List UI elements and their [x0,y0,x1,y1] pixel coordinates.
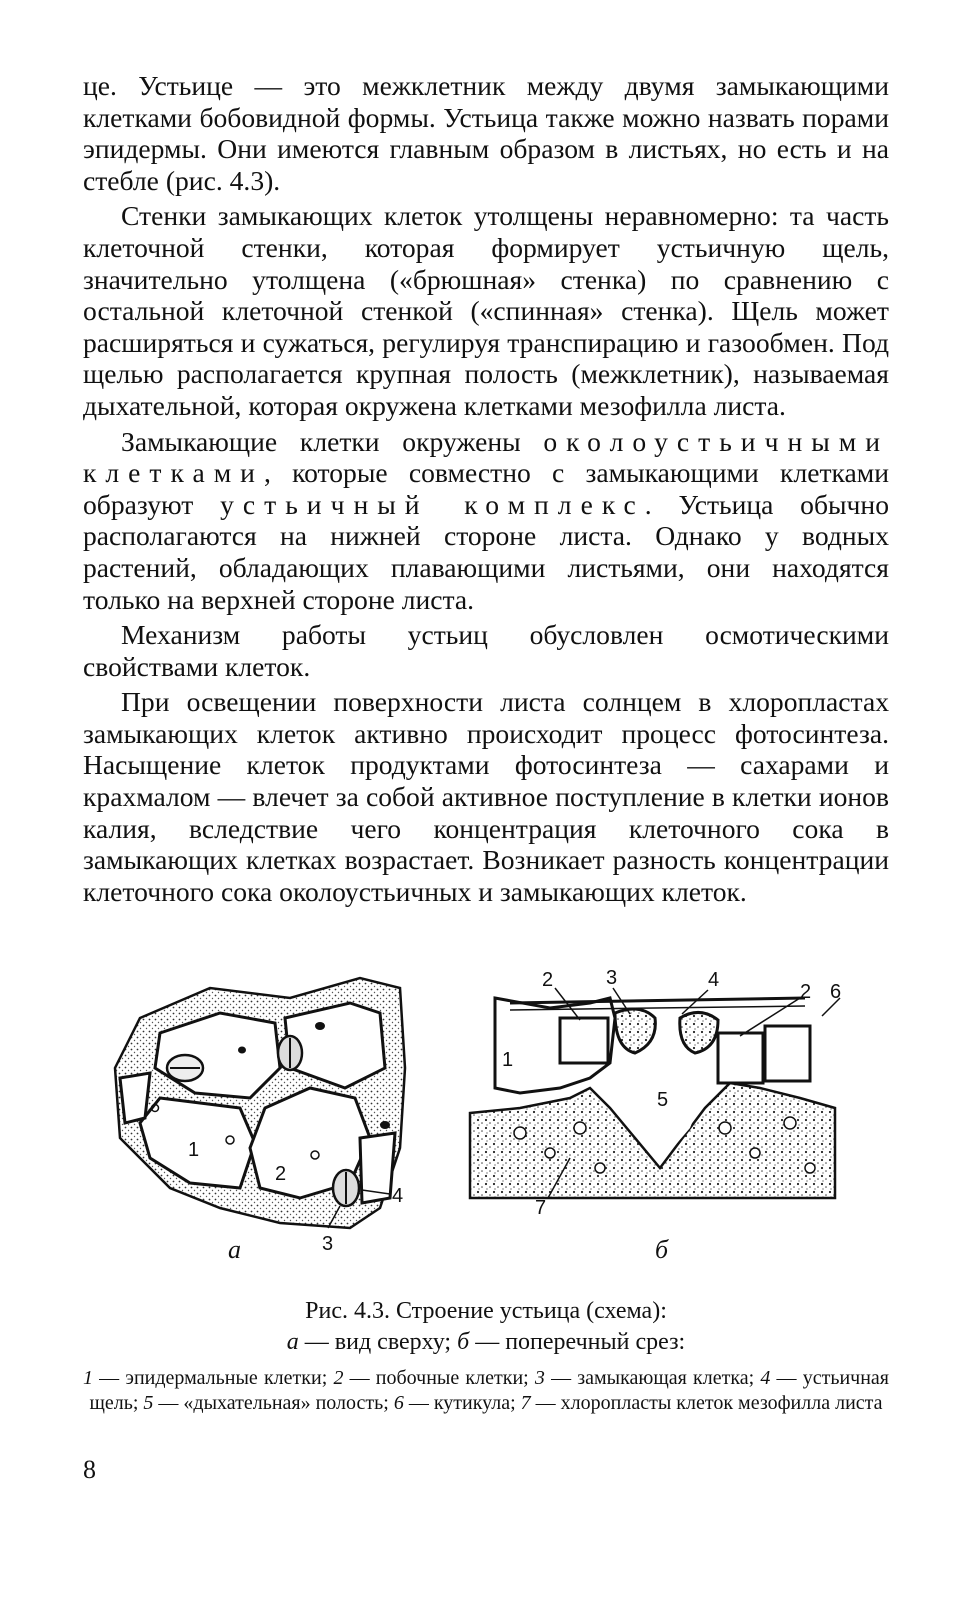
figure-stoma [100,958,890,1278]
caption-subtitle [83,1327,889,1358]
panel-a-top-view [115,978,405,1264]
paragraph-4: Механизм работы устьиц обусловлен осмотическими свойствами клеток. [83,619,889,682]
panel-b-label-5: 5 [657,1089,669,1111]
legend-text-3: — замыкающая клетка; [544,1367,761,1389]
legend-num-5: 5 [143,1392,154,1414]
paragraph-3-text-2: , которые совместно с замыкающими клетками образуют [83,457,889,520]
page-number: 8 [83,1455,96,1484]
panel-b-label-6: 6 [830,981,842,1003]
guard-cell-left [615,1009,655,1053]
figure-legend [83,1366,889,1416]
legend-num-1: 1 [83,1367,93,1389]
stoma-illustration [100,958,890,1278]
body-text [83,70,889,907]
panel-b-label-2b: 2 [800,981,812,1003]
legend-num-6: 6 [393,1392,404,1414]
panel-a-label-1: 1 [188,1139,200,1161]
caption-key-a: а [286,1329,299,1355]
paragraph-2: Стенки замыкающих клеток утолщены неравномерно: та часть клеточной стенки, которая формирует устьичную щель, значительно утолщена («брюшная» стенка) по сравнению с остальной клеточной стенкой («спинная» стенка). Щель может расширяться и сужаться, регулируя транспирацию и газообмен. Под щелью располагается крупная полость (межклетник), называемая дыхательной, которая окружена клетками мезофилла листа. [83,200,889,421]
legend-text-2: — побочные клетки; [343,1367,535,1389]
paragraph-3 [83,426,889,616]
legend-text-7: — хлоропласты клеток мезофилла листа [530,1392,883,1414]
panel-a-label-3: 3 [322,1233,334,1255]
panel-a-letter: а [228,1235,241,1264]
panel-b-label-3: 3 [606,967,618,989]
legend-text-5: — «дыхательная» полость; [153,1392,394,1414]
legend-text-6: — кутикула; [403,1392,521,1414]
paragraph-3-text-3: . Устьица обычно располагаются на нижней стороне листа. Однако у водных растений, обладающих плавающими листьями, они находятся только на верхней стороне листа. [83,488,889,615]
guard-cell-right [680,1012,718,1053]
subsidiary-cell-right [718,1033,763,1083]
subsidiary-cell-left [560,1018,608,1063]
figure-caption [83,1296,889,1358]
legend-text-4: — устьичная щель; [89,1367,889,1414]
caption-text-b: — поперечный срез: [469,1329,686,1355]
panel-b-letter: б [655,1235,669,1264]
paragraph-3-text-1: Замыкающие клетки окружены [121,425,544,457]
panel-b-label-4: 4 [708,969,720,991]
panel-b-label-2: 2 [542,969,554,991]
legend-num-3: 3 [534,1367,545,1389]
caption-text-a: — вид сверху; [298,1329,458,1355]
panel-b-label-7: 7 [535,1197,547,1219]
term-okoloustichnye: околоустьичными клетками [83,425,889,489]
panel-b-label-1: 1 [502,1049,514,1071]
paragraph-1: це. Устьице — это межклетник между двумя замыкающими клетками бобовидной формы. Устьица также можно назвать порами эпидермы. Они имеются главным образом в листьях, но есть и на стебле (рис. 4.3). [83,70,889,196]
legend-text-1: — эпидермальные клетки; [93,1367,334,1389]
panel-a-label-2: 2 [275,1163,287,1185]
paragraph-5: При освещении поверхности листа солнцем в хлоропластах замыкающих клеток активно происходит процесс фотосинтеза. Насыщение клеток продуктами фотосинтеза — сахарами и крахмалом — влечет за собой активное поступление в клетки ионов калия, вследствие чего концентрация клеточного сока в замыкающих клетках возрастает. Возникает разность концентрации клеточного сока околоустьичных и замыкающих клеток. [83,686,889,907]
legend-num-4: 4 [760,1367,771,1389]
legend-num-7: 7 [520,1392,531,1414]
panel-a-label-4: 4 [392,1185,404,1207]
caption-key-b: б [457,1329,470,1355]
panel-b-cross-section [470,967,841,1264]
legend-num-2: 2 [333,1367,344,1389]
term-ustichny-kompleks: устьичный комплекс [220,488,645,520]
caption-title: Рис. 4.3. Строение устьица (схема): [305,1298,667,1324]
